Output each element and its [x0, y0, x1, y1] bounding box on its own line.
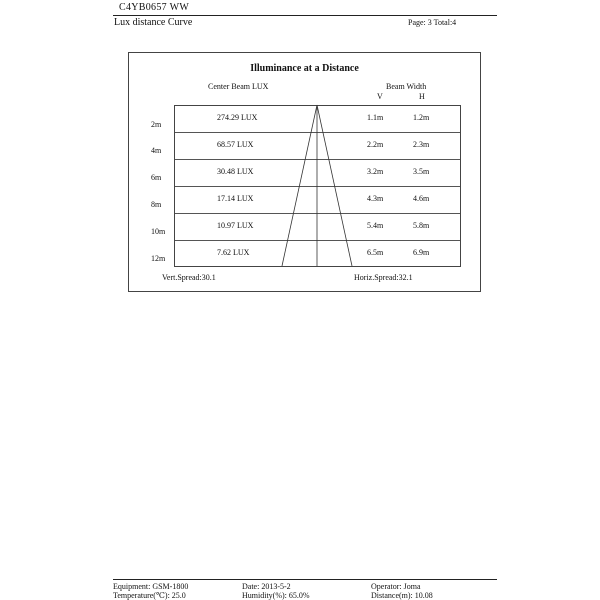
horizontal-spread: Horiz.Spread:32.1 [354, 273, 413, 282]
beam-width-v: 1.1m [367, 113, 384, 122]
beam-width-h: 5.8m [413, 221, 430, 230]
beam-width-v: 3.2m [367, 167, 384, 176]
distance-label: 6m [151, 173, 162, 182]
beam-width-v-header: V [377, 92, 383, 101]
beam-width-h: 2.3m [413, 140, 430, 149]
beam-cone-right-edge [317, 105, 352, 266]
beam-width-h: 3.5m [413, 167, 430, 176]
lux-value: 68.57 LUX [217, 140, 254, 149]
center-beam-header: Center Beam LUX [208, 82, 269, 91]
lux-value: 10.97 LUX [217, 221, 254, 230]
footer-humidity: Humidity(%): 65.0% [242, 591, 310, 600]
beam-width-v: 6.5m [367, 248, 384, 257]
beam-width-v: 5.4m [367, 221, 384, 230]
distance-label: 4m [151, 146, 162, 155]
lux-value: 274.29 LUX [217, 113, 258, 122]
lux-value: 7.62 LUX [217, 248, 250, 257]
beam-width-v: 4.3m [367, 194, 384, 203]
beam-width-v: 2.2m [367, 140, 384, 149]
footer-divider [113, 579, 497, 580]
beam-width-h: 1.2m [413, 113, 430, 122]
distance-label: 12m [151, 254, 166, 263]
footer-temperature: Temperature(℃): 25.0 [113, 591, 186, 600]
report-subtitle: Lux distance Curve [114, 17, 193, 28]
distance-label: 10m [151, 227, 166, 236]
beam-width-h: 6.9m [413, 248, 430, 257]
footer-distance: Distance(m): 10.08 [371, 591, 433, 600]
distance-label: 8m [151, 200, 162, 209]
footer-equipment: Equipment: GSM-1800 [113, 582, 189, 591]
footer-date: Date: 2013-5-2 [242, 582, 291, 591]
beam-width-h: 4.6m [413, 194, 430, 203]
vertical-spread: Vert.Spread:30.1 [162, 273, 216, 282]
beam-cone-left-edge [282, 105, 317, 266]
page-indicator: Page: 3 Total:4 [408, 18, 457, 27]
lux-value: 17.14 LUX [217, 194, 254, 203]
panel-title: Illuminance at a Distance [250, 63, 359, 74]
footer-operator: Operator: Joma [371, 582, 421, 591]
beam-width-h-header: H [419, 92, 425, 101]
beam-width-header: Beam Width [386, 82, 427, 91]
lux-value: 30.48 LUX [217, 167, 254, 176]
report-title: C4YB0657 WW [119, 2, 190, 13]
distance-label: 2m [151, 120, 162, 129]
